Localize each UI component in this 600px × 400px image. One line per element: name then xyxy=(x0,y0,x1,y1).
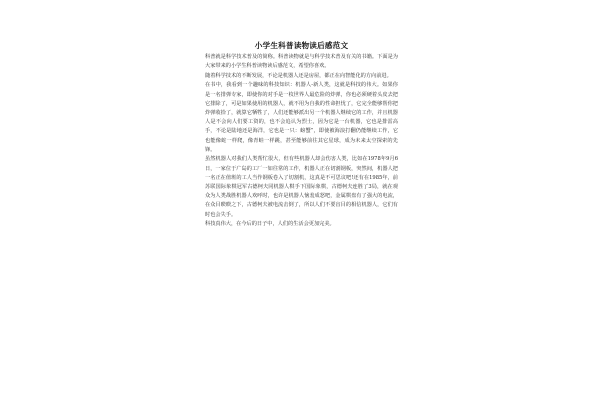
paragraph-conclusion: 科技真伟大，在今后的日子中，人们的生活会更加完美。 xyxy=(205,221,335,228)
paragraph-robot-risks: 虽然机器人对我们人类帮忙很大，但有些机器人却会伤害人类，比如在1978年9月6日，一家位于广岛的工厂一如往常的工作，机器人正在切割钢板，突然间，机器人把一名正在值班的工人当作钢板卷入了切割机，这真是不可思议吧!还有在1985年，前苏联国际象棋冠军古德柯夫同机器人棋手下国际象棋，古德柯夫连胜了3局，就在观众为人类战胜机器人欢呼时，也许是机器人恼羞成怒吧，金属棋盘有了强大的电流，在众目睽睽之下，古德柯夫被电流击倒了，所以人们不要盲目的相信机器人，它们有时也会失手。 xyxy=(205,156,398,218)
paragraph-robot-benefits: 在书中，我看到一个趣味的科技知识：机器人-新人类，这就是科技的伟大。如果你是一名排弹专家，即使你的对手是一枚世界人最危险的炸弹，你也必须硬着头皮去把它排除了，可是如果使用的机器人，就不用为自我的性命担忧了，它完全能够帮你把炸弹收拾了，就算它牺牲了，人们还能够派出另一个机器人继续它的工作，并且机器人是不会向人们要工资的，也不会追认为烈士，因为它是一台机器，它也是排雷高手，不论是陆地还是海洋，它也是一只：螃蟹”，即使被海浪打翻仍能继续工作，它也能像蛇一样爬，像青蛙一样跳，甚至能够前往其它星球，成为未来太空探索的先锋。 xyxy=(205,82,398,153)
paragraph-intro: 科普就是科学技术普及的简称。科普读物就是与科学技术普及有关的书籍。下面是为大家带来的小学生科普读物读后感范文，希望你喜欢。 xyxy=(205,54,398,70)
document-body xyxy=(205,40,398,229)
paragraph-development: 随着科学技术的不断发展，不论是机器人还是房屋，都正在向智能化的方向前进。 xyxy=(205,72,392,79)
document-title: 小学生科普读物读后感范文 xyxy=(254,41,349,50)
